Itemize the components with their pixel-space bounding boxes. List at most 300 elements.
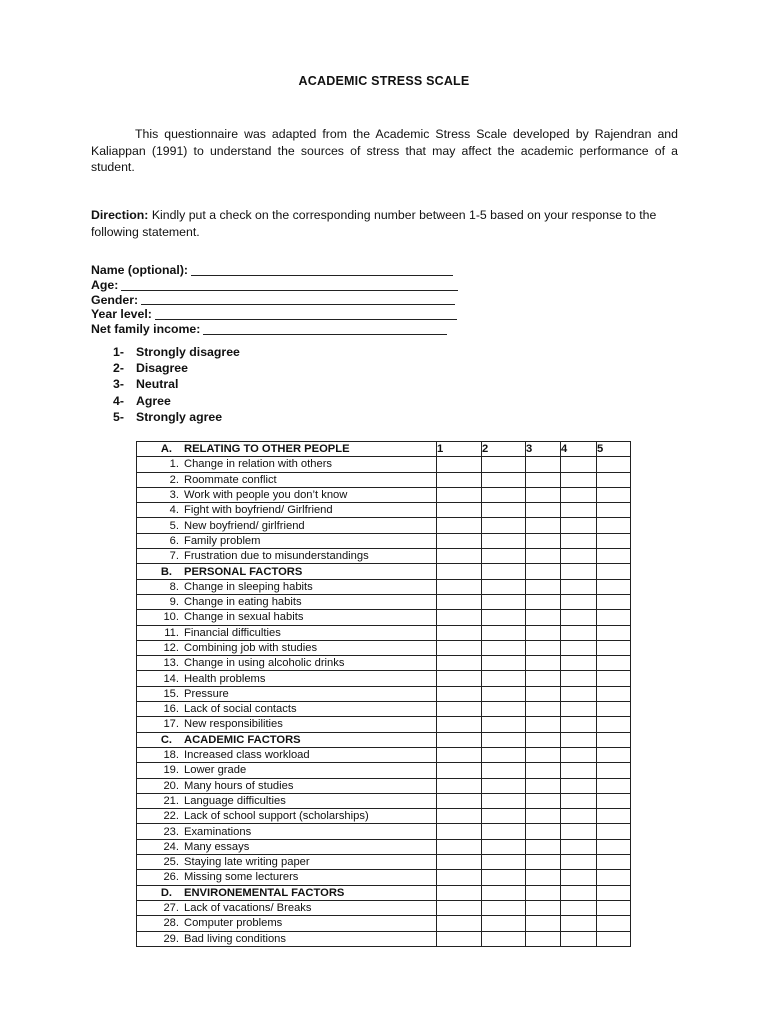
rating-cell-5[interactable]	[597, 472, 631, 487]
item-statement	[137, 702, 437, 717]
item-text: Pressure	[184, 687, 229, 700]
scale-item	[113, 393, 240, 409]
rating-cell-4[interactable]	[561, 487, 597, 502]
column-header-5: 5	[597, 442, 631, 457]
rating-cell-4[interactable]	[561, 579, 597, 594]
rating-cell-3[interactable]	[526, 870, 561, 885]
rating-cell-4[interactable]	[561, 717, 597, 732]
rating-cell-2[interactable]	[482, 717, 526, 732]
rating-cell-2[interactable]	[482, 747, 526, 762]
age-label: Age:	[91, 277, 119, 292]
section-blank-cell	[482, 564, 526, 579]
item-number: 21.	[163, 794, 179, 807]
rating-cell-2[interactable]	[482, 625, 526, 640]
rating-cell-2[interactable]	[482, 457, 526, 472]
rating-cell-1[interactable]	[437, 824, 482, 839]
rating-cell-4[interactable]	[561, 931, 597, 946]
gender-blank[interactable]	[141, 293, 455, 305]
rating-cell-5[interactable]	[597, 763, 631, 778]
table-row	[137, 533, 631, 548]
item-number: 29.	[163, 932, 179, 945]
item-number: 2.	[169, 473, 179, 486]
table-row	[137, 549, 631, 564]
table-row	[137, 931, 631, 946]
rating-cell-1[interactable]	[437, 855, 482, 870]
rating-cell-1[interactable]	[437, 610, 482, 625]
rating-cell-4[interactable]	[561, 533, 597, 548]
scale-number: 1-	[113, 345, 124, 359]
table-row	[137, 778, 631, 793]
rating-cell-5[interactable]	[597, 839, 631, 854]
rating-cell-3[interactable]	[526, 487, 561, 502]
section-blank-cell	[437, 732, 482, 747]
rating-cell-5[interactable]	[597, 778, 631, 793]
rating-cell-1[interactable]	[437, 518, 482, 533]
item-number: 7.	[169, 550, 179, 563]
rating-cell-2[interactable]	[482, 763, 526, 778]
rating-cell-1[interactable]	[437, 870, 482, 885]
rating-cell-1[interactable]	[437, 640, 482, 655]
section-blank-cell	[437, 885, 482, 900]
item-statement	[137, 487, 437, 502]
section-letter: C.	[160, 733, 172, 746]
rating-cell-5[interactable]	[597, 610, 631, 625]
rating-cell-3[interactable]	[526, 931, 561, 946]
table-row	[137, 579, 631, 594]
rating-cell-5[interactable]	[597, 487, 631, 502]
rating-cell-2[interactable]	[482, 855, 526, 870]
rating-cell-2[interactable]	[482, 824, 526, 839]
income-blank[interactable]	[203, 323, 447, 335]
gender-field[interactable]	[91, 293, 458, 308]
rating-cell-5[interactable]	[597, 717, 631, 732]
rating-cell-3[interactable]	[526, 610, 561, 625]
rating-cell-2[interactable]	[482, 503, 526, 518]
rating-cell-1[interactable]	[437, 702, 482, 717]
rating-cell-1[interactable]	[437, 671, 482, 686]
rating-cell-4[interactable]	[561, 702, 597, 717]
rating-cell-5[interactable]	[597, 625, 631, 640]
scale-label: Agree	[136, 393, 171, 408]
table-row	[137, 916, 631, 931]
rating-cell-3[interactable]	[526, 640, 561, 655]
item-statement	[137, 763, 437, 778]
rating-cell-3[interactable]	[526, 457, 561, 472]
item-statement	[137, 472, 437, 487]
item-statement	[137, 793, 437, 808]
rating-cell-3[interactable]	[526, 472, 561, 487]
rating-cell-3[interactable]	[526, 594, 561, 609]
rating-cell-5[interactable]	[597, 900, 631, 915]
scale-item	[113, 409, 240, 425]
rating-cell-2[interactable]	[482, 518, 526, 533]
table-row	[137, 900, 631, 915]
table-row	[137, 487, 631, 502]
rating-cell-4[interactable]	[561, 916, 597, 931]
section-letter: D.	[160, 886, 172, 899]
table-row	[137, 686, 631, 701]
table-row	[137, 702, 631, 717]
rating-cell-3[interactable]	[526, 533, 561, 548]
column-header-2: 2	[482, 442, 526, 457]
rating-cell-4[interactable]	[561, 747, 597, 762]
item-statement	[137, 870, 437, 885]
section-blank-cell	[482, 885, 526, 900]
rating-cell-2[interactable]	[482, 809, 526, 824]
item-number: 10.	[163, 611, 179, 624]
rating-cell-4[interactable]	[561, 855, 597, 870]
table-row	[137, 518, 631, 533]
item-statement	[137, 533, 437, 548]
item-text: New responsibilities	[184, 718, 283, 731]
scale-number: 2-	[113, 361, 124, 376]
rating-cell-2[interactable]	[482, 656, 526, 671]
item-statement	[137, 809, 437, 824]
table-row	[137, 656, 631, 671]
item-text: Roommate conflict	[184, 473, 277, 486]
item-number: 6.	[169, 534, 179, 547]
rating-cell-4[interactable]	[561, 809, 597, 824]
table-row	[137, 717, 631, 732]
rating-cell-2[interactable]	[482, 793, 526, 808]
scale-item	[113, 344, 240, 360]
name-field[interactable]	[91, 263, 458, 278]
rating-cell-5[interactable]	[597, 549, 631, 564]
rating-cell-2[interactable]	[482, 900, 526, 915]
rating-cell-1[interactable]	[437, 487, 482, 502]
item-number: 28.	[163, 917, 179, 930]
item-statement	[137, 916, 437, 931]
item-statement	[137, 931, 437, 946]
rating-cell-5[interactable]	[597, 640, 631, 655]
item-text: Change in eating habits	[184, 596, 302, 609]
section-blank-cell	[561, 732, 597, 747]
item-statement	[137, 717, 437, 732]
section-header-row	[137, 732, 631, 747]
section-letter: B.	[160, 565, 172, 578]
item-statement	[137, 855, 437, 870]
item-statement	[137, 671, 437, 686]
section-title: ACADEMIC FACTORS	[184, 733, 301, 746]
rating-cell-2[interactable]	[482, 594, 526, 609]
rating-cell-3[interactable]	[526, 717, 561, 732]
rating-cell-1[interactable]	[437, 717, 482, 732]
item-statement	[137, 778, 437, 793]
rating-cell-1[interactable]	[437, 594, 482, 609]
income-field[interactable]	[91, 322, 458, 337]
rating-cell-2[interactable]	[482, 579, 526, 594]
rating-cell-5[interactable]	[597, 533, 631, 548]
rating-cell-5[interactable]	[597, 686, 631, 701]
rating-cell-2[interactable]	[482, 610, 526, 625]
item-statement	[137, 503, 437, 518]
rating-cell-5[interactable]	[597, 747, 631, 762]
rating-cell-4[interactable]	[561, 594, 597, 609]
item-statement	[137, 594, 437, 609]
rating-cell-4[interactable]	[561, 870, 597, 885]
section-blank-cell	[526, 885, 561, 900]
rating-cell-2[interactable]	[482, 839, 526, 854]
item-statement	[137, 579, 437, 594]
section-title: PERSONAL FACTORS	[184, 565, 303, 578]
scale-number: 5-	[113, 409, 124, 424]
item-statement	[137, 549, 437, 564]
rating-cell-3[interactable]	[526, 518, 561, 533]
item-number: 14.	[163, 672, 179, 685]
rating-cell-2[interactable]	[482, 671, 526, 686]
rating-cell-4[interactable]	[561, 824, 597, 839]
rating-cell-4[interactable]	[561, 625, 597, 640]
item-text: Bad living conditions	[184, 932, 286, 945]
rating-cell-3[interactable]	[526, 686, 561, 701]
year-level-blank[interactable]	[155, 308, 457, 320]
rating-cell-2[interactable]	[482, 686, 526, 701]
direction-paragraph	[91, 207, 691, 240]
rating-cell-3[interactable]	[526, 809, 561, 824]
item-text: Missing some lecturers	[184, 871, 299, 884]
item-number: 20.	[163, 779, 179, 792]
rating-cell-1[interactable]	[437, 763, 482, 778]
scale-label: Neutral	[136, 377, 179, 392]
year-level-field[interactable]	[91, 307, 458, 322]
rating-cell-5[interactable]	[597, 793, 631, 808]
rating-cell-5[interactable]	[597, 870, 631, 885]
table-row	[137, 472, 631, 487]
rating-cell-1[interactable]	[437, 579, 482, 594]
rating-cell-4[interactable]	[561, 610, 597, 625]
section-blank-cell	[597, 732, 631, 747]
column-header-1: 1	[437, 442, 482, 457]
item-text: Financial difficulties	[184, 626, 281, 639]
item-text: Many hours of studies	[184, 779, 294, 792]
rating-cell-1[interactable]	[437, 809, 482, 824]
table-row	[137, 747, 631, 762]
rating-cell-2[interactable]	[482, 472, 526, 487]
rating-cell-1[interactable]	[437, 457, 482, 472]
rating-cell-4[interactable]	[561, 793, 597, 808]
section-blank-cell	[597, 885, 631, 900]
table-row	[137, 671, 631, 686]
item-statement	[137, 518, 437, 533]
name-label: Name (optional):	[91, 263, 189, 277]
rating-cell-1[interactable]	[437, 839, 482, 854]
rating-cell-1[interactable]	[437, 916, 482, 931]
rating-cell-4[interactable]	[561, 778, 597, 793]
age-blank[interactable]	[121, 279, 458, 291]
item-text: Examinations	[184, 825, 252, 838]
item-text: Change in relation with others	[184, 458, 333, 471]
rating-cell-4[interactable]	[561, 763, 597, 778]
rating-cell-4[interactable]	[561, 900, 597, 915]
rating-cell-5[interactable]	[597, 702, 631, 717]
item-text: Frustration due to misunderstandings	[184, 550, 369, 563]
item-number: 8.	[169, 580, 179, 593]
item-number: 4.	[169, 504, 179, 517]
rating-cell-1[interactable]	[437, 503, 482, 518]
table-row	[137, 503, 631, 518]
direction-label: Direction:	[91, 208, 149, 222]
section-blank-cell	[561, 885, 597, 900]
rating-cell-1[interactable]	[437, 549, 482, 564]
rating-cell-3[interactable]	[526, 839, 561, 854]
rating-cell-3[interactable]	[526, 579, 561, 594]
section-blank-cell	[597, 564, 631, 579]
item-statement	[137, 625, 437, 640]
item-text: Staying late writing paper	[184, 856, 310, 869]
item-number: 18.	[163, 749, 179, 762]
rating-cell-3[interactable]	[526, 549, 561, 564]
item-text: Lower grade	[184, 764, 247, 777]
rating-cell-2[interactable]	[482, 870, 526, 885]
section-blank-cell	[437, 564, 482, 579]
item-text: Lack of school support (scholarships)	[184, 810, 369, 823]
rating-cell-5[interactable]	[597, 824, 631, 839]
item-number: 3.	[169, 489, 179, 502]
rating-cell-3[interactable]	[526, 855, 561, 870]
item-number: 26.	[163, 871, 179, 884]
rating-cell-1[interactable]	[437, 686, 482, 701]
table-row	[137, 793, 631, 808]
item-text: Combining job with studies	[184, 642, 318, 654]
rating-cell-3[interactable]	[526, 503, 561, 518]
rating-cell-3[interactable]	[526, 900, 561, 915]
rating-cell-1[interactable]	[437, 778, 482, 793]
item-statement	[137, 900, 437, 915]
section-header-c	[137, 732, 437, 747]
rating-cell-1[interactable]	[437, 625, 482, 640]
rating-cell-3[interactable]	[526, 671, 561, 686]
section-title: ENVIRONEMENTAL FACTORS	[184, 886, 345, 899]
table-row	[137, 839, 631, 854]
rating-cell-5[interactable]	[597, 594, 631, 609]
rating-cell-2[interactable]	[482, 916, 526, 931]
item-number: 23.	[163, 825, 179, 838]
rating-cell-3[interactable]	[526, 793, 561, 808]
intro-paragraph	[91, 126, 678, 176]
rating-cell-1[interactable]	[437, 533, 482, 548]
scale-legend	[113, 344, 240, 425]
rating-cell-4[interactable]	[561, 671, 597, 686]
scale-number: 4-	[113, 393, 124, 408]
rating-cell-2[interactable]	[482, 931, 526, 946]
table-row	[137, 640, 631, 655]
section-header-d	[137, 885, 437, 900]
rating-cell-5[interactable]	[597, 916, 631, 931]
item-text: Language difficulties	[184, 794, 286, 807]
table-row	[137, 809, 631, 824]
rating-cell-5[interactable]	[597, 809, 631, 824]
item-number: 19.	[163, 764, 179, 777]
rating-cell-4[interactable]	[561, 839, 597, 854]
rating-cell-5[interactable]	[597, 579, 631, 594]
rating-cell-5[interactable]	[597, 656, 631, 671]
rating-cell-5[interactable]	[597, 931, 631, 946]
table-row	[137, 870, 631, 885]
item-text: Health problems	[184, 672, 266, 685]
rating-cell-2[interactable]	[482, 549, 526, 564]
section-title: RELATING TO OTHER PEOPLE	[184, 443, 350, 456]
item-text: New boyfriend/ girlfriend	[184, 519, 305, 532]
table-row	[137, 824, 631, 839]
item-number: 25.	[163, 856, 179, 869]
rating-cell-3[interactable]	[526, 747, 561, 762]
item-number: 16.	[163, 703, 179, 716]
rating-cell-1[interactable]	[437, 931, 482, 946]
rating-cell-1[interactable]	[437, 656, 482, 671]
rating-cell-4[interactable]	[561, 472, 597, 487]
table-row	[137, 625, 631, 640]
rating-cell-5[interactable]	[597, 457, 631, 472]
scale-label: Strongly disagree	[136, 345, 240, 359]
stress-questionnaire-table	[136, 441, 631, 947]
rating-cell-4[interactable]	[561, 686, 597, 701]
rating-cell-4[interactable]	[561, 549, 597, 564]
item-number: 1.	[169, 458, 179, 471]
scale-item	[113, 376, 240, 392]
item-text: Work with people you don’t know	[184, 489, 348, 502]
item-text: Lack of vacations/ Breaks	[184, 902, 312, 915]
rating-cell-1[interactable]	[437, 747, 482, 762]
age-field[interactable]	[91, 278, 458, 293]
name-blank[interactable]	[191, 264, 453, 276]
rating-cell-3[interactable]	[526, 702, 561, 717]
rating-cell-2[interactable]	[482, 778, 526, 793]
table-row	[137, 594, 631, 609]
respondent-fields	[91, 263, 458, 337]
item-number: 9.	[169, 596, 179, 609]
rating-cell-3[interactable]	[526, 763, 561, 778]
rating-cell-2[interactable]	[482, 533, 526, 548]
item-text: Family problem	[184, 534, 261, 547]
item-text: Change in sleeping habits	[184, 580, 313, 593]
page-title: ACADEMIC STRESS SCALE	[298, 74, 470, 88]
item-text: Many essays	[184, 840, 250, 853]
section-letter: A.	[160, 443, 172, 456]
rating-cell-5[interactable]	[597, 518, 631, 533]
scale-label: Strongly agree	[136, 409, 223, 424]
item-statement	[137, 457, 437, 472]
rating-cell-5[interactable]	[597, 671, 631, 686]
rating-cell-4[interactable]	[561, 457, 597, 472]
rating-cell-5[interactable]	[597, 855, 631, 870]
item-text: Fight with boyfriend/ Girlfriend	[184, 504, 333, 517]
rating-cell-2[interactable]	[482, 487, 526, 502]
rating-cell-2[interactable]	[482, 640, 526, 655]
rating-cell-4[interactable]	[561, 656, 597, 671]
item-number: 17.	[163, 718, 179, 731]
rating-cell-1[interactable]	[437, 900, 482, 915]
rating-cell-1[interactable]	[437, 472, 482, 487]
item-statement	[137, 839, 437, 854]
rating-cell-2[interactable]	[482, 702, 526, 717]
rating-cell-3[interactable]	[526, 916, 561, 931]
rating-cell-4[interactable]	[561, 518, 597, 533]
rating-cell-4[interactable]	[561, 503, 597, 518]
rating-cell-1[interactable]	[437, 793, 482, 808]
item-text: Lack of social contacts	[184, 703, 297, 716]
rating-cell-3[interactable]	[526, 625, 561, 640]
rating-cell-3[interactable]	[526, 778, 561, 793]
direction-text: Kindly put a check on the corresponding number between 1-5 based on your response to the following statement.	[91, 208, 657, 239]
item-statement	[137, 640, 437, 655]
item-text: Change in using alcoholic drinks	[184, 657, 345, 670]
rating-cell-4[interactable]	[561, 640, 597, 655]
table-row	[137, 610, 631, 625]
rating-cell-5[interactable]	[597, 503, 631, 518]
rating-cell-3[interactable]	[526, 824, 561, 839]
section-header-row	[137, 564, 631, 579]
rating-cell-3[interactable]	[526, 656, 561, 671]
